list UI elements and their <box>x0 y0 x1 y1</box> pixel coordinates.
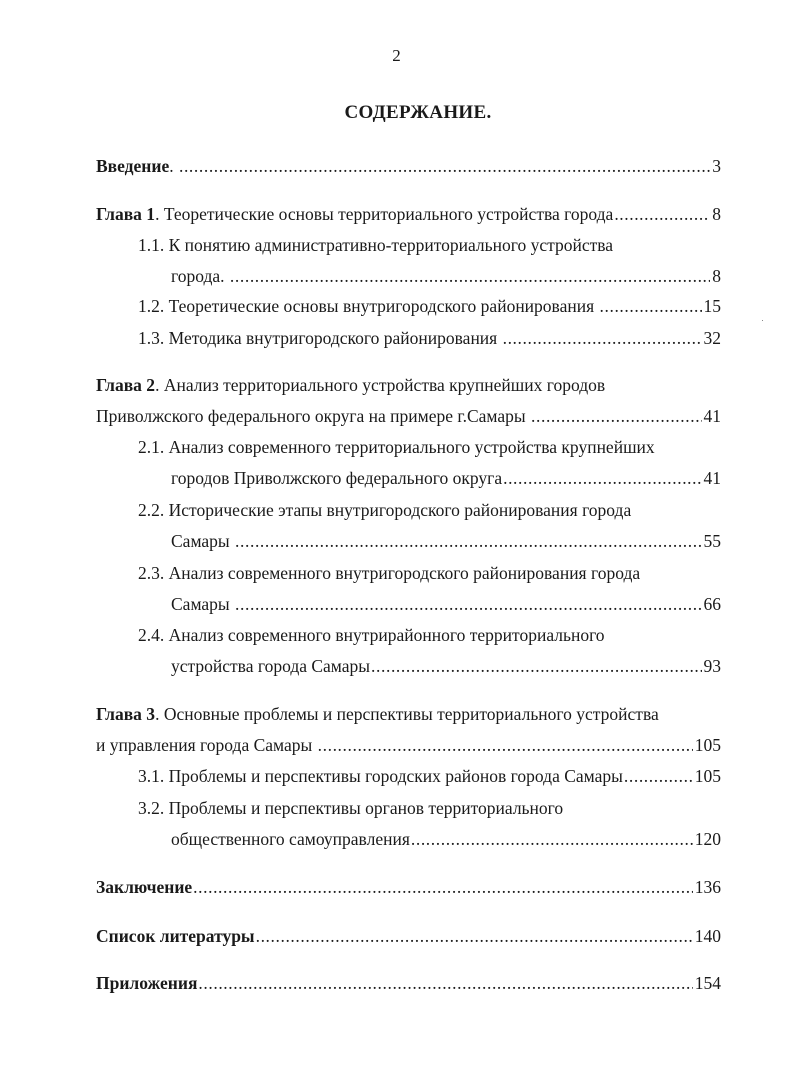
toc-page-number: 32 <box>703 328 721 348</box>
section-number: 2.3. <box>138 563 165 583</box>
toc-page-number: 140 <box>694 926 721 946</box>
toc-entry-references[interactable] <box>96 925 721 947</box>
toc-entry-appendices[interactable] <box>96 972 721 994</box>
toc-entry-conclusion[interactable] <box>96 876 721 898</box>
section-number: 2.2. <box>138 500 165 520</box>
dot-leader <box>230 265 710 287</box>
page-number: 2 <box>392 46 401 65</box>
toc-entry-section-2-4[interactable]: 2.4. Анализ современного внутрирайонного территориального <box>138 625 605 645</box>
toc-page-number: 8 <box>712 266 721 286</box>
toc-entry-section-2-1-cont[interactable]: городов Приволжского федерального округа ..... 41 <box>171 467 721 489</box>
toc-entry-label: Глава 3 <box>96 704 156 724</box>
section-number: 2.4. <box>138 625 165 645</box>
toc-page-number: 3 <box>712 156 721 176</box>
toc-page-number: 41 <box>703 406 721 426</box>
toc-entry-label: Введение <box>96 156 170 176</box>
toc-page-number: 136 <box>694 877 721 897</box>
toc-page-number: 41 <box>703 468 721 488</box>
toc-entry-label: Заключение <box>96 877 193 897</box>
toc-page-number: 120 <box>694 829 721 849</box>
toc-entry-chapter-3[interactable]: Глава 3. Основные проблемы и перспективы территориального устройства <box>96 704 659 724</box>
scan-speck <box>762 320 763 321</box>
toc-page-number: 154 <box>694 973 721 993</box>
section-number: 1.1. <box>138 235 165 255</box>
toc-entry-section-2-2[interactable]: 2.2. Исторические этапы внутригородского районирования города <box>138 500 632 520</box>
toc-entry-section-3-1[interactable]: 3.1. Проблемы и перспективы городских районов города Самары ..... 105 <box>138 765 721 787</box>
toc-entry-section-2-3-cont[interactable]: Самары ..... 66 <box>171 593 721 615</box>
section-number: 3.2. <box>138 798 165 818</box>
section-number: 3.1. <box>138 766 165 786</box>
toc-entry-section-3-2[interactable]: 3.2. Проблемы и перспективы органов территориального <box>138 798 564 818</box>
page-title: СОДЕРЖАНИЕ. <box>344 102 492 123</box>
dot-leader <box>256 925 693 947</box>
dot-leader <box>531 405 701 427</box>
toc-entry-section-1-1-cont[interactable]: города. ..... 8 <box>171 265 721 287</box>
toc-entry-section-2-2-cont[interactable]: Самары ..... 55 <box>171 530 721 552</box>
toc-entry-section-2-1[interactable]: 2.1. Анализ современного территориального устройства крупнейших <box>138 437 655 457</box>
dot-leader <box>235 593 701 615</box>
dot-leader <box>503 327 702 349</box>
dot-leader <box>503 467 701 489</box>
toc-page-number: 15 <box>703 296 721 316</box>
dot-leader <box>235 530 701 552</box>
dot-leader <box>624 765 693 787</box>
dot-leader <box>614 203 710 225</box>
toc-entry-section-1-1[interactable]: 1.1. К понятию административно-территориального устройства <box>138 235 614 255</box>
section-number: 1.3. <box>138 328 165 348</box>
toc-page-number: 66 <box>703 594 721 614</box>
toc-entry-section-1-2[interactable]: 1.2. Теоретические основы внутригородского районирования ..... 15 <box>138 295 721 317</box>
toc-page-number: 55 <box>703 531 721 551</box>
toc-entry-label: Список литературы <box>96 926 255 946</box>
toc-page-number: 105 <box>694 766 721 786</box>
toc-entry-intro[interactable]: Введение. ..... 3 <box>96 155 721 177</box>
toc-entry-section-3-2-cont[interactable]: общественного самоуправления ..... 120 <box>171 828 721 850</box>
dot-leader <box>411 828 693 850</box>
toc-entry-chapter-3-cont[interactable]: и управления города Самары ..... 105 <box>96 734 721 756</box>
toc-page-number: 105 <box>694 735 721 755</box>
toc-entry-chapter-2-cont[interactable]: Приволжского федерального округа на примере г.Самары ..... 41 <box>96 405 721 427</box>
toc-entry-label: Приложения <box>96 973 198 993</box>
toc-entry-label: Глава 1 <box>96 204 156 224</box>
toc-page-number: 93 <box>703 656 721 676</box>
dot-leader <box>198 972 692 994</box>
dot-leader <box>600 295 702 317</box>
section-number: 1.2. <box>138 296 165 316</box>
toc-page-number: 8 <box>712 204 721 224</box>
toc-entry-section-2-4-cont[interactable]: устройства города Самары ..... 93 <box>171 655 721 677</box>
section-number: 2.1. <box>138 437 165 457</box>
dot-leader <box>179 155 710 177</box>
toc-entry-section-2-3[interactable]: 2.3. Анализ современного внутригородского районирования города <box>138 563 641 583</box>
toc-entry-section-1-3[interactable]: 1.3. Методика внутригородского районирования ..... 32 <box>138 327 721 349</box>
toc-entry-chapter-1[interactable]: Глава 1. Теоретические основы территориального устройства города ..... 8 <box>96 203 721 225</box>
dot-leader <box>318 734 693 756</box>
dot-leader <box>193 876 693 898</box>
dot-leader <box>371 655 701 677</box>
toc-entry-label: Глава 2 <box>96 375 156 395</box>
toc-entry-chapter-2[interactable]: Глава 2. Анализ территориального устройства крупнейших городов <box>96 375 606 395</box>
